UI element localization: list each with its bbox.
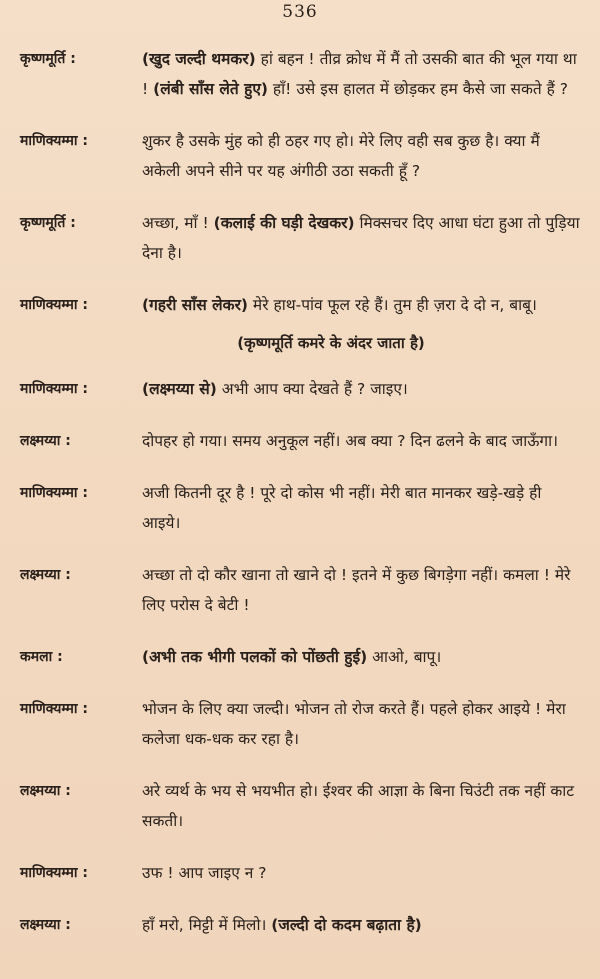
speech-text	[134, 560, 582, 620]
speech-text	[134, 910, 582, 940]
speech-line: भोजन के लिए क्या जल्दी। भोजन तो रोज करते हैं। पहले होकर आइये ! मेरा कलेजा धक-धक कर रहा है।	[142, 700, 566, 748]
stage-direction: (कृष्णमूर्ति कमरे के अंदर जाता है)	[237, 334, 425, 352]
dialogue-row	[20, 642, 582, 672]
speech-text	[134, 126, 582, 186]
dialogue-row	[20, 776, 582, 836]
speech-text	[134, 858, 582, 888]
dialogue-row	[20, 478, 582, 538]
speaker-name: लक्ष्मय्या :	[20, 567, 71, 583]
speaker-name: माणिक्यम्मा :	[20, 133, 89, 149]
stage-direction-inline: (लक्ष्मय्या से)	[142, 380, 217, 398]
stage-direction-inline: (लंबी साँस लेते हुए)	[153, 80, 268, 98]
speech-text	[134, 426, 582, 456]
stage-direction-inline: (कलाई की घड़ी देखकर)	[213, 214, 355, 232]
dialogue-list	[20, 44, 582, 962]
speech-text	[134, 478, 582, 538]
dialogue-row	[20, 208, 582, 268]
dialogue-row	[20, 44, 582, 104]
dialogue-row	[20, 910, 582, 940]
speech-line: अच्छा तो दो कौर खाना तो खाने दो ! इतने में कुछ बिगड़ेगा नहीं। कमला ! मेरे लिए परोस दे बेटी !	[142, 566, 571, 614]
speech-text	[134, 290, 582, 320]
speaker-name: माणिक्यम्मा :	[20, 485, 89, 501]
speech-text	[134, 776, 582, 836]
speech-line: हाँ! उसे इस हालत में छोड़कर हम कैसे जा सकते हैं ?	[268, 80, 568, 98]
speech-text	[134, 208, 582, 268]
speaker-name: माणिक्यम्मा :	[20, 865, 89, 881]
dialogue-row	[20, 426, 582, 456]
stage-direction-inline: (गहरी साँस लेकर)	[142, 296, 248, 314]
speech-text	[134, 642, 582, 672]
speech-text	[134, 694, 582, 754]
speaker-name: कमला :	[20, 649, 63, 665]
speech-line: हाँ मरो, मिट्टी में मिलो।	[142, 916, 272, 934]
stage-direction-inline: (अभी तक भीगी पलकों को पोंछती हुई)	[142, 648, 368, 666]
dialogue-row	[20, 374, 582, 404]
speech-line: अजी कितनी दूर है ! पूरे दो कोस भी नहीं। मेरी बात मानकर खड़े-खड़े ही आइये।	[142, 484, 542, 532]
speaker-name: माणिक्यम्मा :	[20, 297, 89, 313]
dialogue-row	[20, 858, 582, 888]
speech-line: अरे व्यर्थ के भय से भयभीत हो। ईश्वर की आज्ञा के बिना चिउंटी तक नहीं काट सकती।	[142, 782, 575, 830]
speech-text	[134, 374, 582, 404]
speaker-name: लक्ष्मय्या :	[20, 433, 71, 449]
speech-line: मिक्सचर दिए आधा घंटा हुआ तो पुड़िया देना है।	[142, 214, 580, 262]
speech-line: हां बहन ! तीव्र क्रोध में मैं तो उसकी बात की भूल गया था !	[142, 50, 577, 98]
speaker-name: माणिक्यम्मा :	[20, 381, 89, 397]
stage-direction-inline: (खुद जल्दी थमकर)	[142, 50, 256, 68]
page-number: 536	[282, 2, 318, 22]
speaker-name: कृष्णमूर्ति :	[20, 215, 76, 231]
speech-line: अच्छा, माँ !	[142, 214, 214, 232]
speaker-name: लक्ष्मय्या :	[20, 917, 71, 933]
speech-line: मेरे हाथ-पांव फूल रहे हैं। तुम ही ज़रा दे दो न, बाबू।	[248, 296, 537, 314]
speaker-name: माणिक्यम्मा :	[20, 701, 89, 717]
speaker-name: कृष्णमूर्ति :	[20, 51, 76, 67]
speech-text	[134, 44, 582, 104]
dialogue-row	[20, 290, 582, 320]
speaker-name: लक्ष्मय्या :	[20, 783, 71, 799]
speech-line: दोपहर हो गया। समय अनुकूल नहीं। अब क्या ? दिन ढलने के बाद जाऊँगा।	[142, 432, 559, 450]
stage-direction-inline: (जल्दी दो कदम बढ़ाता है)	[271, 916, 422, 934]
dialogue-row	[20, 694, 582, 754]
speech-line: आओ, बापू।	[367, 648, 442, 666]
speech-line: शुकर है उसके मुंह को ही ठहर गए हो। मेरे लिए वही सब कुछ है। क्या मैं अकेली अपने सीने पर यह अंगीठी उठा सकती हूँ ?	[142, 132, 540, 180]
speech-line: अभी आप क्या देखते हैं ? जाइए।	[216, 380, 408, 398]
dialogue-row	[20, 560, 582, 620]
speech-line: उफ ! आप जाइए न ?	[142, 864, 267, 882]
dialogue-row	[20, 126, 582, 186]
